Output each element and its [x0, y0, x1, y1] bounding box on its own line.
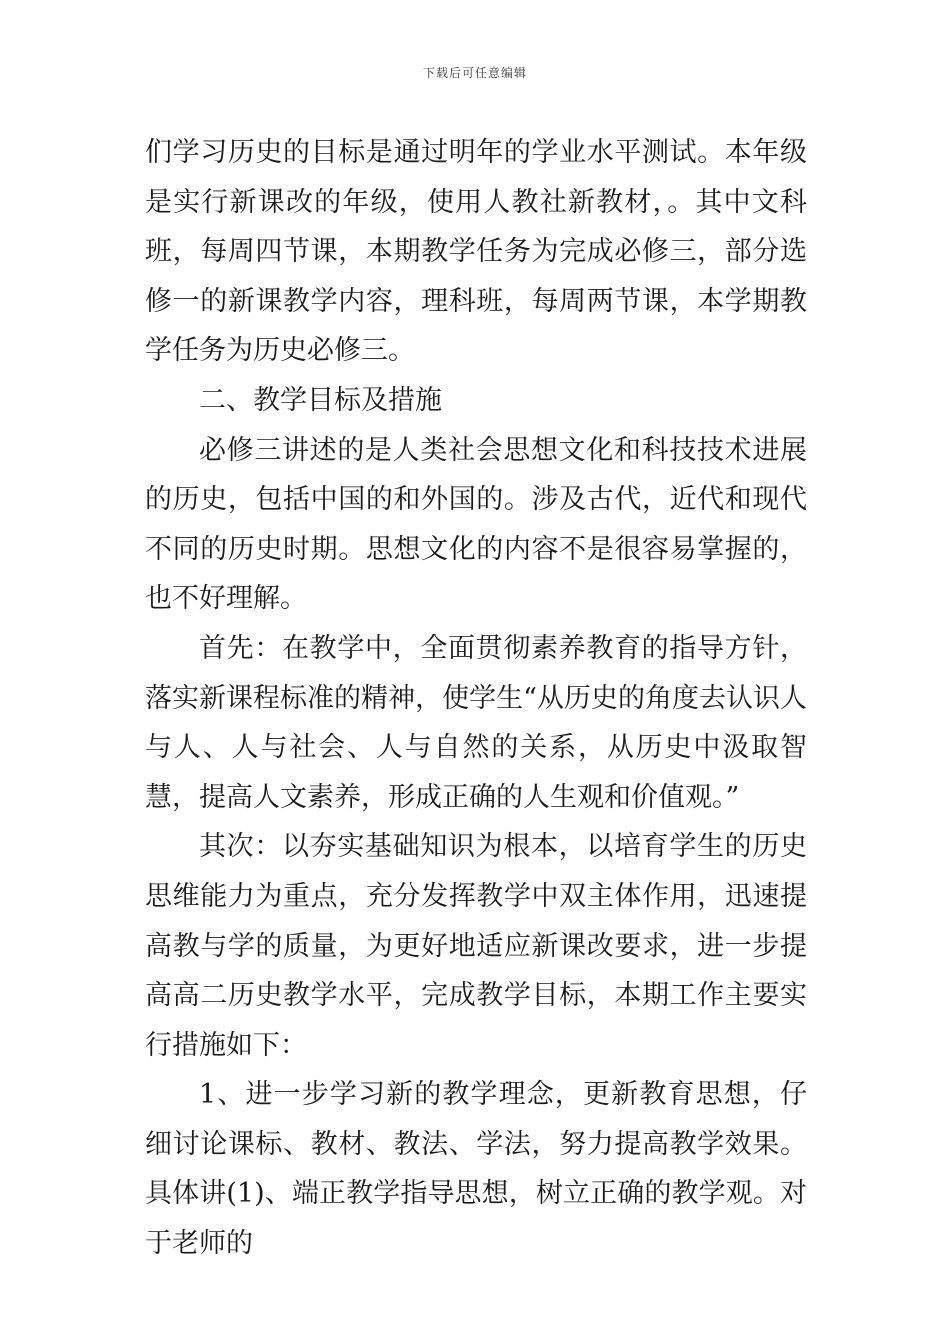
section-heading-goals: 二、教学目标及措施 — [199, 384, 442, 416]
paragraph-measure-1: 1、进一步学习新的教学理念，更新教育思想，仔细讨论课标、教材、教法、学法，努力提高教学效果。具体讲(1)、端正教学指导思想，树立正确的教学观。对于老师的 — [145, 1079, 807, 1260]
document-body — [145, 128, 807, 1269]
page-header-note: 下载后可任意编辑 — [422, 66, 527, 80]
paragraph-course-description: 必修三讲述的是人类社会思想文化和科技技术进展的历史，包括中国的和外国的。涉及古代，近代和现代不同的历史时期。思想文化的内容不是很容易掌握的，也不好理解。 — [145, 434, 807, 615]
paragraph-first-point: 首先：在教学中，全面贯彻素养教育的指导方针，落实新课程标准的精神，使学生“从历史的角度去认识人与人、人与社会、人与自然的关系，从历史中汲取智慧，提高人文素养，形成正确的人生观和价值观。” — [145, 632, 807, 813]
paragraph-intro-continuation: 们学习历史的目标是通过明年的学业水平测试。本年级是实行新课改的年级，使用人教社新教材，。其中文科班，每周四节课，本期教学任务为完成必修三，部分选修一的新课教学内容，理科班，每周两节课，本学期教学任务为历史必修三。 — [145, 137, 807, 367]
paragraph-second-point: 其次：以夯实基础知识为根本，以培育学生的历史思维能力为重点，充分发挥教学中双主体作用，迅速提高教与学的质量，为更好地适应新课改要求，进一步提高高二历史教学水平，完成教学目标，本期工作主要实行措施如下： — [145, 831, 807, 1061]
